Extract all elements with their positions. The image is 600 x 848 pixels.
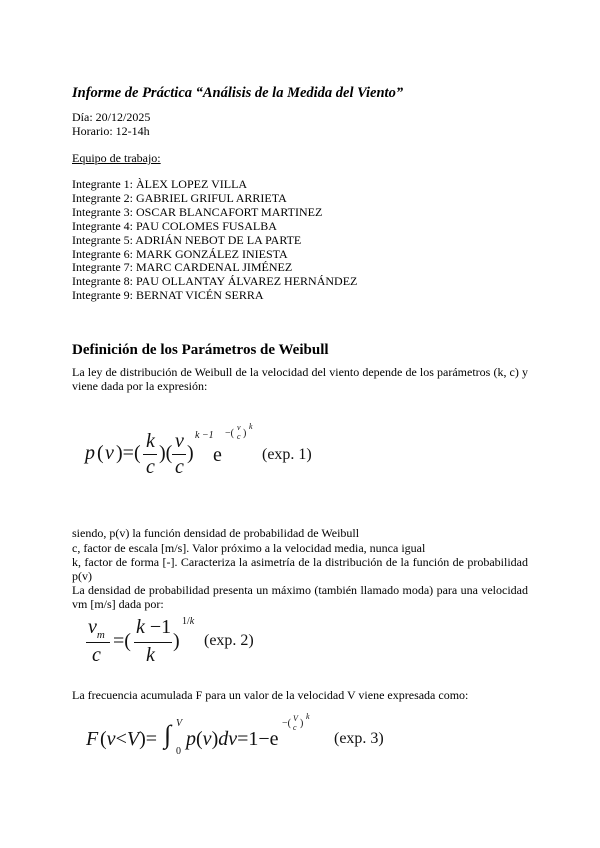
cumulative-paragraph: La frecuencia acumulada F para un valor de la velocidad V viene expresada como:	[72, 688, 469, 702]
team-member: Integrante 2: GABRIEL GRIFUL ARRIETA	[72, 190, 287, 205]
definition-k: k, factor de forma [-]. Caracteriza la asimetría de la distribución de la función de probabilidad p(v)	[72, 555, 528, 583]
team-member: Integrante 1: ÀLEX LOPEZ VILLA	[72, 177, 248, 191]
team-member: Integrante 8: PAU OLLANTAY ÁLVAREZ HERNÁNDEZ	[72, 274, 358, 289]
team-label: Equipo de trabajo:	[72, 151, 161, 165]
moda-paragraph: La densidad de probabilidad presenta un máximo (también llamado moda) para una velocidad vm [m/s] dada por:	[72, 583, 528, 611]
intro-paragraph: La ley de distribución de Weibull de la velocidad del viento depende de los parámetros (k, c) y viene dada por la expresión:	[72, 365, 528, 393]
team-member: Integrante 3: OSCAR BLANCAFORT MARTINEZ	[72, 204, 323, 219]
team-member: Integrante 4: PAU COLOMES FUSALBA	[72, 218, 277, 233]
definition-c: c, factor de escala [m/s]. Valor próximo a la velocidad media, nunca igual	[72, 541, 426, 555]
report-date: Día: 20/12/2025	[72, 110, 151, 124]
exp1-label: (exp. 1)	[262, 446, 312, 463]
formula-exp1: p ( v )=( k c )( v c ) k −1 e −( v c ) k (exp. 1)	[85, 422, 312, 478]
team-member: Integrante 7: MARC CARDENAL JIMÉNEZ	[72, 260, 293, 275]
formula-exp3: F (v<V)= ∫ V 0 p(v)dv=1−e −( V c ) k (exp. 3)	[86, 712, 384, 757]
team-member: Integrante 6: MARK GONZÁLEZ INIESTA	[72, 246, 288, 261]
formula-exp2: $v_m$ c =( k −1 k ) 1/k (exp. 2)	[88, 616, 254, 666]
definition-pv: siendo, p(v) la función densidad de probabilidad de Weibull	[72, 526, 360, 540]
team-member: Integrante 5: ADRIÁN NEBOT DE LA PARTE	[72, 232, 302, 247]
team-member: Integrante 9: BERNAT VICÉN SERRA	[72, 288, 264, 303]
exp3-label: (exp. 3)	[334, 730, 384, 747]
team-member-list	[72, 178, 357, 303]
section-heading: Definición de los Parámetros de Weibull	[72, 342, 329, 358]
report-schedule: Horario: 12-14h	[72, 124, 150, 138]
exp2-label: (exp. 2)	[204, 632, 254, 649]
report-title: Informe de Práctica “Análisis de la Medida del Viento”	[72, 85, 404, 101]
